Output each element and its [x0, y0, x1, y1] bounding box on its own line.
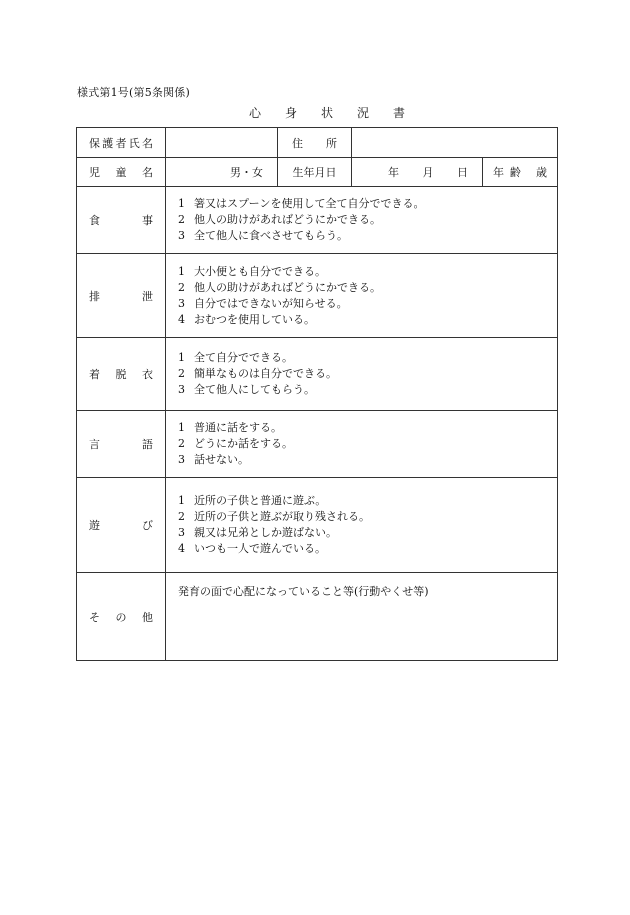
option-item[interactable]	[178, 541, 557, 557]
option-number: 1	[178, 264, 185, 278]
category-row-meal	[77, 187, 558, 254]
option-text: 他人の助けがあればどうにかできる。	[194, 213, 381, 226]
option-list	[166, 411, 558, 478]
category-label: 着脱衣	[77, 338, 166, 411]
option-text: 全て他人に食べさせてもらう。	[194, 229, 348, 242]
option-text: 普通に話をする。	[194, 421, 282, 434]
option-item[interactable]	[178, 296, 557, 312]
option-item[interactable]	[178, 452, 557, 468]
option-item[interactable]	[178, 420, 557, 436]
option-text: 箸又はスプーンを使用して全て自分でできる。	[194, 197, 425, 210]
option-item[interactable]	[178, 350, 557, 366]
option-number: 3	[178, 453, 185, 466]
option-item[interactable]	[178, 196, 557, 212]
option-number: 1	[178, 494, 185, 507]
category-label: その他	[77, 573, 166, 661]
option-text: 近所の子供と遊ぶが取り残される。	[194, 510, 370, 523]
birthdate-label: 生年月日	[278, 158, 352, 187]
option-item[interactable]	[178, 509, 557, 525]
option-number: 3	[178, 526, 185, 539]
option-text: 大小便とも自分でできる。	[194, 264, 326, 278]
category-row-dressing	[77, 338, 558, 411]
option-list	[166, 338, 558, 411]
document-title: 心身状況書	[248, 106, 429, 120]
option-item[interactable]	[178, 493, 557, 509]
age-unit: 歳	[536, 166, 548, 179]
option-item[interactable]	[178, 382, 557, 398]
category-label: 遊び	[77, 478, 166, 573]
option-number: 2	[178, 367, 185, 380]
option-text: 全て自分でできる。	[194, 351, 293, 364]
option-list	[166, 187, 558, 254]
status-form-table	[76, 127, 558, 661]
option-number: 1	[178, 351, 185, 364]
category-row-other	[77, 573, 558, 661]
option-text: 全て他人にしてもらう。	[194, 383, 315, 396]
option-number: 4	[178, 542, 185, 555]
child-name-label: 児童名	[77, 158, 166, 187]
option-item[interactable]	[178, 264, 557, 280]
category-label: 言語	[77, 411, 166, 478]
option-list	[166, 254, 558, 338]
month-label: 月	[422, 166, 444, 179]
option-text: 他人の助けがあればどうにかできる。	[194, 280, 381, 294]
option-text: 親又は兄弟としか遊ばない。	[194, 526, 337, 539]
option-number: 3	[178, 229, 185, 242]
child-row	[77, 158, 558, 187]
year-label: 年	[388, 166, 409, 179]
option-text: どうにか話をする。	[194, 437, 293, 450]
option-number: 2	[178, 213, 185, 226]
birthdate-field[interactable]	[352, 158, 483, 187]
address-field[interactable]	[352, 128, 558, 158]
guardian-row	[77, 128, 558, 158]
option-item[interactable]	[178, 312, 557, 328]
option-text: 自分ではできないが知らせる。	[194, 296, 348, 310]
option-item[interactable]	[178, 366, 557, 382]
option-item[interactable]	[178, 436, 557, 452]
category-row-language	[77, 411, 558, 478]
option-number: 1	[178, 421, 185, 434]
guardian-name-field[interactable]	[166, 128, 278, 158]
day-label: 日	[457, 166, 468, 179]
option-number: 1	[178, 197, 185, 210]
category-row-excretion	[77, 254, 558, 338]
age-field[interactable]	[483, 158, 558, 187]
option-number: 2	[178, 510, 185, 523]
other-notes-prompt: 発育の面で心配になっていること等(行動やくせ等)	[178, 585, 429, 598]
option-number: 2	[178, 280, 185, 294]
option-number: 4	[178, 312, 185, 326]
address-label: 住所	[278, 128, 352, 158]
option-text: 簡単なものは自分でできる。	[194, 367, 337, 380]
form-number: 様式第1号(第5条関係)	[77, 86, 190, 99]
option-list	[166, 478, 558, 573]
option-number: 3	[178, 383, 185, 396]
option-item[interactable]	[178, 212, 557, 228]
option-text: いつも一人で遊んでいる。	[194, 542, 326, 555]
category-row-play	[77, 478, 558, 573]
guardian-name-label: 保護者氏名	[77, 128, 166, 158]
category-label: 食事	[77, 187, 166, 254]
option-number: 3	[178, 296, 185, 310]
option-item[interactable]	[178, 280, 557, 296]
option-item[interactable]	[178, 525, 557, 541]
other-notes-field[interactable]	[166, 573, 558, 661]
option-text: おむつを使用している。	[194, 312, 315, 326]
option-text: 話せない。	[194, 453, 249, 466]
gender-options[interactable]: 男・女	[166, 158, 278, 187]
option-item[interactable]	[178, 228, 557, 244]
age-label: 年齢	[493, 166, 527, 179]
option-text: 近所の子供と普通に遊ぶ。	[194, 494, 327, 507]
option-number: 2	[178, 437, 185, 450]
category-label: 排泄	[77, 254, 166, 338]
